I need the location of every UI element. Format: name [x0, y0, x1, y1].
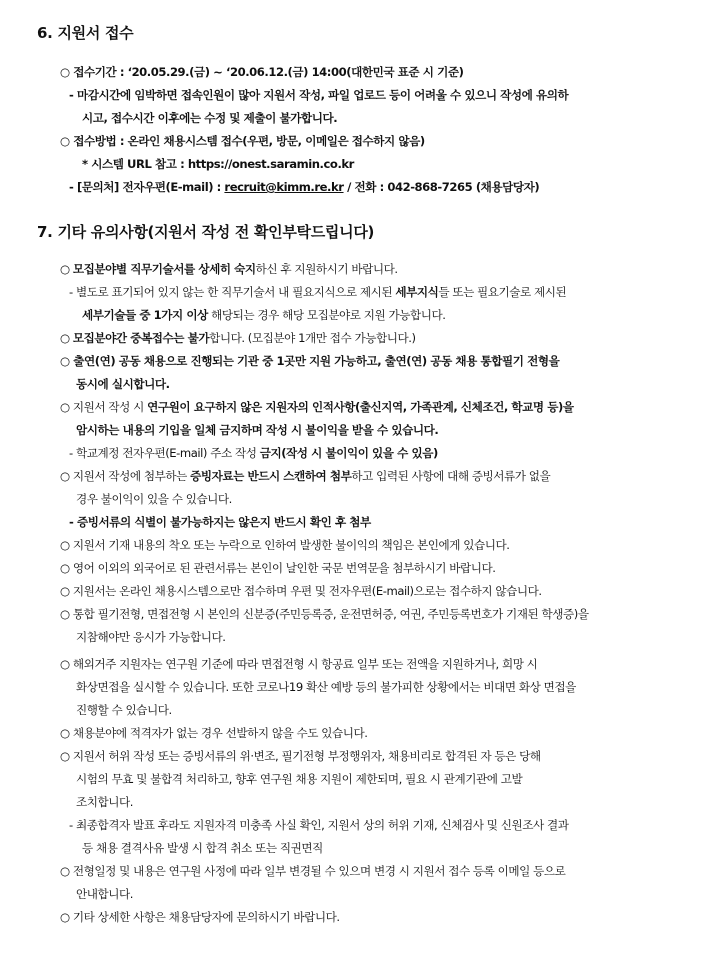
note-line-16: ○ 통합 필기전형, 면접전형 시 본인의 신분증(주민등록증, 운전면허증, 여권, 주민등록번호가 기재된 학생증)을 [60, 607, 589, 621]
note-line-21: ○ 채용분야에 적격자가 없는 경우 선발하지 않을 수도 있습니다. [60, 726, 368, 740]
deadline-note-line-2: 시고, 접수시간 이후에는 수정 및 제출이 불가합니다. [82, 111, 338, 125]
note-line-13: ○ 지원서 기재 내용의 착오 또는 누락으로 인하여 발생한 불이익의 책임은 본인에게 있습니다. [60, 538, 510, 552]
note-line-7: ○ 지원서 작성 시 연구원이 요구하지 않은 지원자의 인적사항(출신지역, 가족관계, 신체조건, 학교명 등)을 [60, 400, 574, 414]
note-line-17: 지참해야만 응시가 가능합니다. [76, 630, 226, 644]
note-line-14: ○ 영어 이외의 외국어로 된 관련서류는 본인이 날인한 국문 번역문을 첨부하시기 바랍니다. [60, 561, 496, 575]
note-line-11: 경우 불이익이 있을 수 있습니다. [76, 492, 232, 506]
note-line-12: - 증빙서류의 식별이 불가능하지는 않은지 반드시 확인 후 첨부 [69, 515, 371, 529]
contact-prefix: - [문의처] 전자우편(E-mail) : [69, 180, 225, 194]
application-period: ○ 접수기간 : ‘20.05.29.(금) ~ ‘20.06.12.(금) 14:00(대한민국 표준 시 기준) [60, 65, 464, 79]
note-line-9: - 학교계정 전자우편(E-mail) 주소 작성 금지(작성 시 불이익이 있을 수 있음) [69, 446, 438, 460]
note-line-22: ○ 지원서 허위 작성 또는 증빙서류의 위·변조, 필기전형 부정행위자, 채용비리로 합격된 자 등은 당해 [60, 749, 541, 763]
note-line-20: 진행할 수 있습니다. [76, 703, 172, 717]
note-line-15: ○ 지원서는 온라인 채용시스템으로만 접수하며 우편 및 전자우편(E-mail)으로는 접수하지 않습니다. [60, 584, 542, 598]
note-line-1: ○ 모집분야별 직무기술서를 상세히 숙지하신 후 지원하시기 바랍니다. [60, 262, 398, 276]
note-line-18: ○ 해외거주 지원자는 연구원 기준에 따라 면접전형 시 항공료 일부 또는 전액을 지원하거나, 희망 시 [60, 657, 538, 671]
section-6-title: 6. 지원서 접수 [37, 24, 134, 42]
note-line-8: 암시하는 내용의 기입을 일체 금지하며 작성 시 불이익을 받을 수 있습니다. [76, 423, 439, 437]
note-line-6: 동시에 실시합니다. [76, 377, 170, 391]
contact-suffix: / 전화 : 042-868-7265 (채용담당자) [343, 180, 540, 194]
note-line-2: - 별도로 표기되어 있지 않는 한 직무기술서 내 필요지식으로 제시된 세부지식들 또는 필요기술로 제시된 [69, 285, 567, 299]
deadline-note-line-1: - 마감시간에 임박하면 접속인원이 많아 지원서 작성, 파일 업로드 등이 어려울 수 있으니 작성에 유의하 [69, 88, 569, 102]
note-line-26: 등 채용 결격사유 발생 시 합격 취소 또는 직권면직 [82, 841, 323, 855]
system-url-note: * 시스템 URL 참고 : https://onest.saramin.co.kr [82, 157, 354, 171]
note-line-27: ○ 전형일정 및 내용은 연구원 사정에 따라 일부 변경될 수 있으며 변경 시 지원서 접수 등록 이메일 등으로 [60, 864, 566, 878]
note-line-25: - 최종합격자 발표 후라도 지원자격 미충족 사실 확인, 지원서 상의 허위 기재, 신체검사 및 신원조사 결과 [69, 818, 569, 832]
note-line-28: 안내합니다. [76, 887, 133, 901]
note-line-4: ○ 모집분야간 중복접수는 불가합니다. (모집분야 1개만 접수 가능합니다.) [60, 331, 416, 345]
application-method: ○ 접수방법 : 온라인 채용시스템 접수(우편, 방문, 이메일은 접수하지 않음) [60, 134, 425, 148]
note-line-29: ○ 기타 상세한 사항은 채용담당자에 문의하시기 바랍니다. [60, 910, 340, 924]
note-line-23: 시험의 무효 및 불합격 처리하고, 향후 연구원 채용 지원이 제한되며, 필요 시 관계기관에 고발 [76, 772, 523, 786]
note-line-19: 화상면접을 실시할 수 있습니다. 또한 코로나19 확산 예방 등의 불가피한 상황에서는 비대면 화상 면접을 [76, 680, 576, 694]
contact-email-link[interactable]: recruit@kimm.re.kr [224, 180, 344, 194]
note-line-10: ○ 지원서 작성에 첨부하는 증빙자료는 반드시 스캔하여 첨부하고 입력된 사항에 대해 증빙서류가 없을 [60, 469, 551, 483]
note-line-5: ○ 출연(연) 공동 채용으로 진행되는 기관 중 1곳만 지원 가능하고, 출연(연) 공동 채용 통합필기 전형을 [60, 354, 560, 368]
note-line-24: 조치합니다. [76, 795, 133, 809]
note-line-3: 세부기술들 중 1가지 이상 해당되는 경우 해당 모집분야로 지원 가능합니다. [82, 308, 446, 322]
contact-line [69, 179, 539, 195]
section-7-title: 7. 기타 유의사항(지원서 작성 전 확인부탁드립니다) [37, 223, 375, 241]
